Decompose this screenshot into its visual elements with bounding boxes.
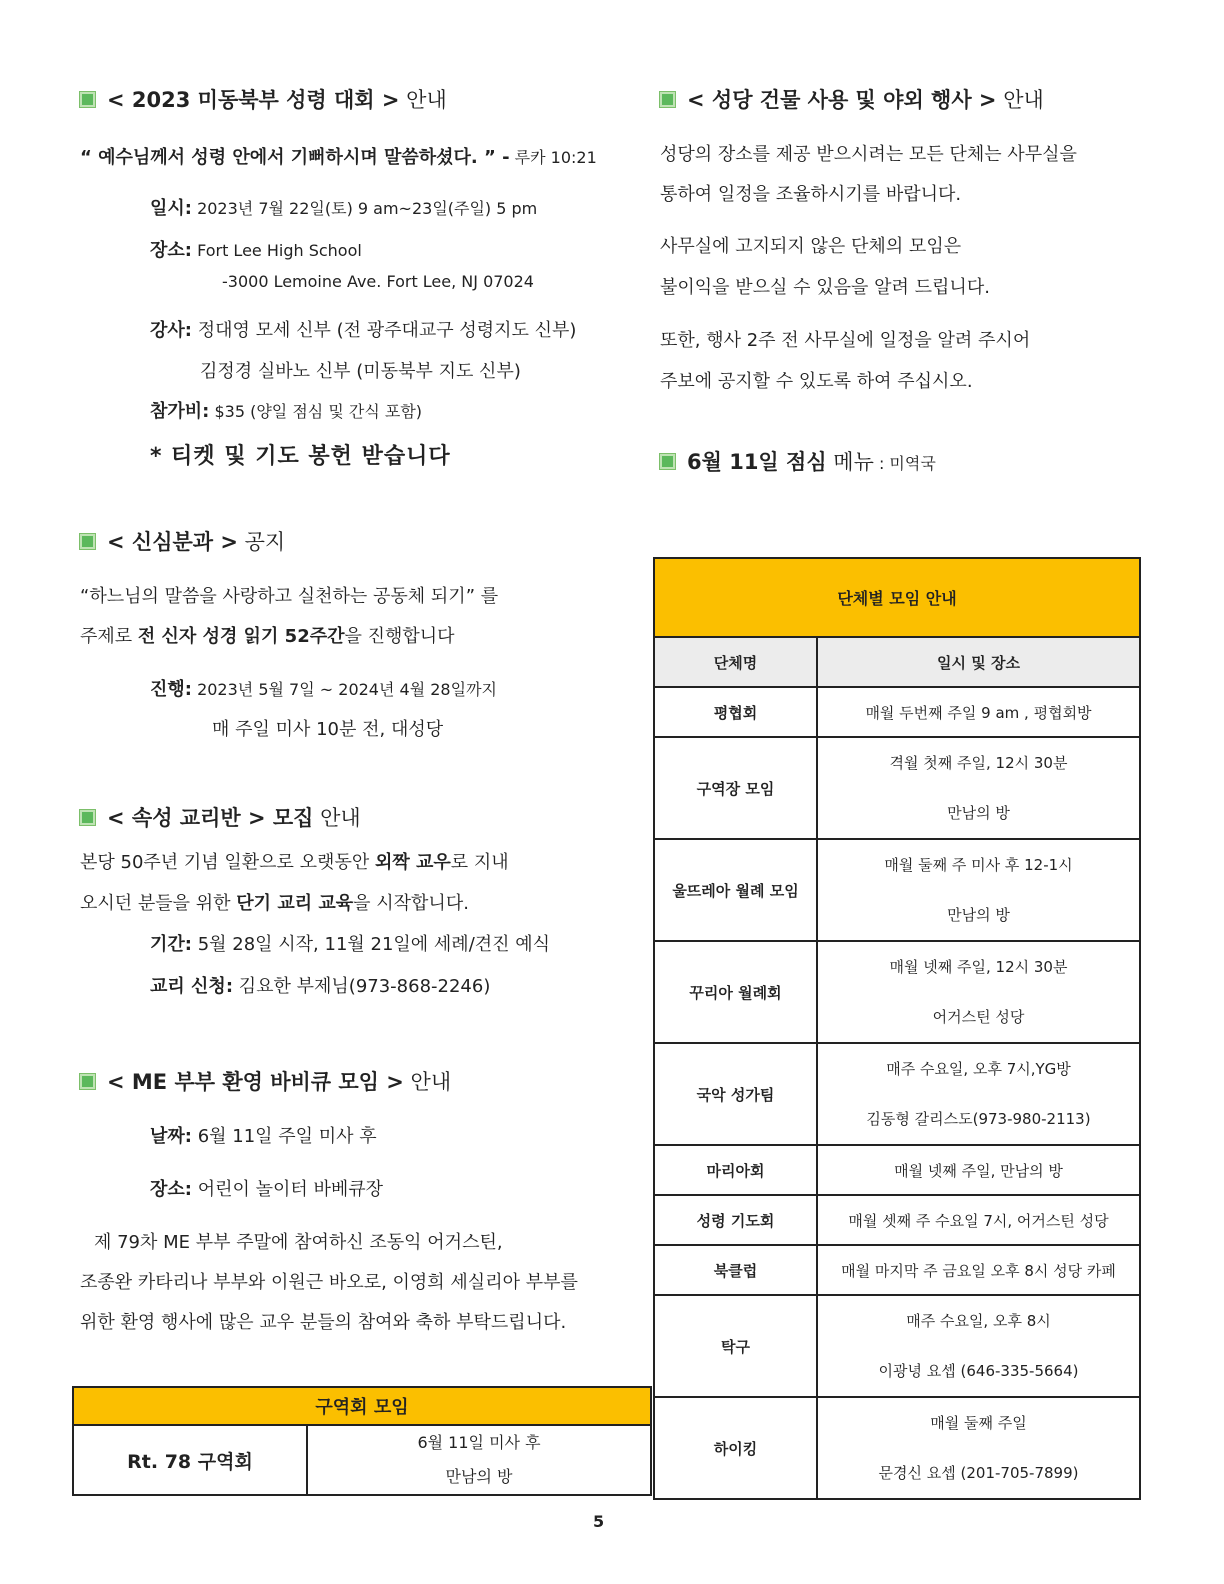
title-rest: 안내 — [403, 1070, 452, 1094]
group-time-1: 매월 둘째 주일 — [930, 1414, 1027, 1432]
devotion-progress-2: 매 주일 미사 10분 전, 대성당 — [212, 719, 444, 740]
group-col-time: 일시 및 장소 — [817, 637, 1140, 687]
progress-value: 2023년 5월 7일 ~ 2024년 4월 28일까지 — [191, 680, 497, 699]
section-title-spirit-convention — [80, 84, 447, 114]
section-title-catechism — [80, 802, 361, 832]
bbq-paragraph-1: 제 79차 ME 부부 주말에 참여하신 조동익 어거스틴, — [94, 1232, 503, 1253]
line2-bold: 전 신자 성경 읽기 52주간 — [137, 626, 345, 647]
devotion-progress — [150, 675, 497, 701]
progress-label: 진행: — [150, 679, 192, 700]
title-bold: < 신심분과 > — [107, 530, 238, 554]
ticket-notice: * 티켓 및 기도 봉헌 받습니다 — [150, 444, 451, 469]
group-name: 마리아회 — [654, 1145, 817, 1195]
group-meeting-table — [653, 557, 1141, 1500]
group-name: 국악 성가팀 — [654, 1043, 817, 1145]
group-table-title: 단체별 모임 안내 — [654, 558, 1140, 637]
catechism-line-1 — [80, 848, 509, 874]
title-bold: < ME 부부 환영 바비큐 모임 > — [107, 1070, 404, 1094]
convention-speaker-2: 김정경 실바노 신부 (미동북부 지도 신부) — [200, 361, 521, 382]
catechism-apply — [150, 972, 490, 998]
date-value: 6월 11일 주일 미사 후 — [191, 1126, 377, 1147]
line1-bold: 외짝 교우 — [374, 852, 451, 873]
bible-quote — [80, 143, 597, 169]
group-time — [817, 1397, 1140, 1499]
table-row — [654, 1145, 1140, 1195]
group-time: 매월 두번째 주일 9 am , 평협회방 — [817, 687, 1140, 737]
group-name: 울뜨레아 월례 모임 — [654, 839, 817, 941]
table-row — [654, 839, 1140, 941]
lunch-menu — [660, 446, 936, 476]
building-paragraph-3a: 또한, 행사 2주 전 사무실에 일정을 알려 주시어 — [660, 330, 1031, 351]
page-number: 5 — [593, 1512, 605, 1531]
table-row — [654, 1397, 1140, 1499]
place-label: 장소: — [150, 240, 192, 261]
place-label: 장소: — [150, 1179, 192, 1200]
table-row — [654, 941, 1140, 1043]
district-name: Rt. 78 구역회 — [73, 1425, 307, 1495]
group-name: 꾸리아 월례회 — [654, 941, 817, 1043]
group-time-2: 김동형 갈리스도(973-980-2113) — [866, 1110, 1091, 1128]
green-square-bullet-icon — [80, 92, 95, 107]
catechism-period — [150, 930, 550, 956]
group-time — [817, 1295, 1140, 1397]
bbq-place — [150, 1175, 383, 1201]
convention-fee — [150, 397, 422, 423]
building-paragraph-1a: 성당의 장소를 제공 받으시려는 모든 단체는 사무실을 — [660, 144, 1077, 165]
group-name: 북클럽 — [654, 1245, 817, 1295]
line1-pre: 본당 50주년 기념 일환으로 오랫동안 — [80, 852, 375, 873]
table-row — [654, 1245, 1140, 1295]
group-name: 평협회 — [654, 687, 817, 737]
group-name: 구역장 모임 — [654, 737, 817, 839]
date-value: 2023년 7월 22일(토) 9 am~23일(주일) 5 pm — [191, 199, 538, 218]
group-time-1: 매주 수요일, 오후 7시,YG방 — [886, 1060, 1071, 1078]
speaker-1: 정대영 모세 신부 (전 광주대교구 성령지도 신부) — [191, 320, 577, 341]
table-row — [654, 1195, 1140, 1245]
section-title-me-bbq — [80, 1066, 451, 1096]
line2-pre: 오시던 분들을 위한 — [80, 893, 237, 914]
title-rest: 안내 — [399, 88, 447, 112]
convention-date — [150, 194, 537, 220]
group-time-1: 매월 넷째 주일, 12시 30분 — [889, 958, 1068, 976]
line2-pre: 주제로 — [80, 626, 138, 647]
district-detail-2: 만남의 방 — [445, 1467, 513, 1486]
line1-post: 로 지내 — [450, 852, 509, 873]
group-name: 성령 기도회 — [654, 1195, 817, 1245]
catechism-line-2 — [80, 889, 469, 915]
line2-bold: 단기 교리 교육 — [236, 893, 354, 914]
table-row — [654, 687, 1140, 737]
period-value: 5월 28일 시작, 11월 21일에 세례/견진 예식 — [191, 934, 551, 955]
bbq-date — [150, 1122, 377, 1148]
line2-post: 을 시작합니다. — [353, 893, 469, 914]
section-title-devotion — [80, 526, 285, 556]
apply-value: 김요한 부제님(973-868-2246) — [233, 976, 491, 997]
group-name: 탁구 — [654, 1295, 817, 1397]
group-time-2: 만남의 방 — [947, 804, 1010, 822]
green-square-bullet-icon — [660, 454, 675, 469]
bbq-paragraph-3: 위한 환영 행사에 많은 교우 분들의 참여와 축하 부탁드립니다. — [80, 1312, 567, 1333]
fee-value: $35 (양일 점심 및 간식 포함) — [209, 402, 423, 421]
speaker-label: 강사: — [150, 320, 192, 341]
fee-label: 참가비: — [150, 401, 210, 422]
bbq-paragraph-2: 조종완 카타리나 부부와 이원근 바오로, 이영희 세실리아 부부를 — [80, 1272, 578, 1293]
group-time: 매월 넷째 주일, 만남의 방 — [817, 1145, 1140, 1195]
building-paragraph-3b: 주보에 공지할 수 있도록 하여 주십시오. — [660, 371, 973, 392]
district-detail — [307, 1425, 651, 1495]
green-square-bullet-icon — [660, 92, 675, 107]
line2-post: 을 진행합니다 — [344, 626, 455, 647]
period-label: 기간: — [150, 934, 192, 955]
lunch-menu-item: : 미역국 — [873, 454, 936, 473]
group-time — [817, 737, 1140, 839]
group-time — [817, 941, 1140, 1043]
title-bold: < 2023 미동북부 성령 대회 > — [107, 88, 400, 112]
group-time-1: 격월 첫째 주일, 12시 30분 — [889, 754, 1068, 772]
quote-text: “ 예수님께서 성령 안에서 기뻐하시며 말씀하셨다. ” - — [80, 147, 510, 168]
title-bold: < 속성 교리반 > 모집 — [107, 806, 314, 830]
group-col-name: 단체명 — [654, 637, 817, 687]
group-time: 매월 마지막 주 금요일 오후 8시 성당 카페 — [817, 1245, 1140, 1295]
group-time: 매월 셋째 주 수요일 7시, 어거스틴 성당 — [817, 1195, 1140, 1245]
lunch-title-bold: 6월 11일 점심 — [687, 450, 827, 474]
table-row — [654, 1043, 1140, 1145]
group-time-2: 이광녕 요셉 (646-335-5664) — [878, 1362, 1079, 1380]
green-square-bullet-icon — [80, 1074, 95, 1089]
quote-ref: 루카 10:21 — [509, 148, 597, 167]
section-title-building-use — [660, 84, 1044, 114]
group-time-2: 문경신 요셉 (201-705-7899) — [878, 1464, 1079, 1482]
date-label: 날짜: — [150, 1126, 192, 1147]
title-rest: 안내 — [313, 806, 361, 830]
title-rest: 안내 — [996, 88, 1044, 112]
place-value: Fort Lee High School — [191, 241, 362, 260]
group-time-2: 어거스틴 성당 — [932, 1008, 1025, 1026]
building-paragraph-2a: 사무실에 고지되지 않은 단체의 모임은 — [660, 236, 962, 257]
district-meeting-table — [72, 1386, 652, 1496]
table-row — [654, 1295, 1140, 1397]
devotion-line-2 — [80, 622, 455, 648]
convention-speaker-1 — [150, 316, 576, 342]
green-square-bullet-icon — [80, 534, 95, 549]
group-time-2: 만남의 방 — [947, 906, 1010, 924]
group-name: 하이킹 — [654, 1397, 817, 1499]
place-value: 어린이 놀이터 바베큐장 — [191, 1179, 384, 1200]
district-table-header: 구역회 모임 — [73, 1387, 651, 1425]
building-paragraph-1b: 통하여 일정을 조율하시기를 바랍니다. — [660, 184, 962, 205]
green-square-bullet-icon — [80, 810, 95, 825]
title-rest: 공지 — [237, 530, 286, 554]
district-detail-1: 6월 11일 미사 후 — [417, 1433, 541, 1452]
group-time — [817, 839, 1140, 941]
devotion-line-1: “하느님의 말씀을 사랑하고 실천하는 공동체 되기” 를 — [80, 586, 499, 607]
building-paragraph-2b: 불이익을 받으실 수 있음을 알려 드립니다. — [660, 277, 990, 298]
convention-address: -3000 Lemoine Ave. Fort Lee, NJ 07024 — [222, 272, 534, 291]
lunch-title-rest: 메뉴 — [826, 450, 874, 474]
convention-place — [150, 236, 362, 262]
group-time-1: 매월 둘째 주 미사 후 12-1시 — [884, 856, 1073, 874]
table-row — [654, 737, 1140, 839]
date-label: 일시: — [150, 198, 192, 219]
group-time — [817, 1043, 1140, 1145]
group-time-1: 매주 수요일, 오후 8시 — [906, 1312, 1051, 1330]
apply-label: 교리 신청: — [150, 976, 234, 997]
title-bold: < 성당 건물 사용 및 야외 행사 > — [687, 88, 997, 112]
